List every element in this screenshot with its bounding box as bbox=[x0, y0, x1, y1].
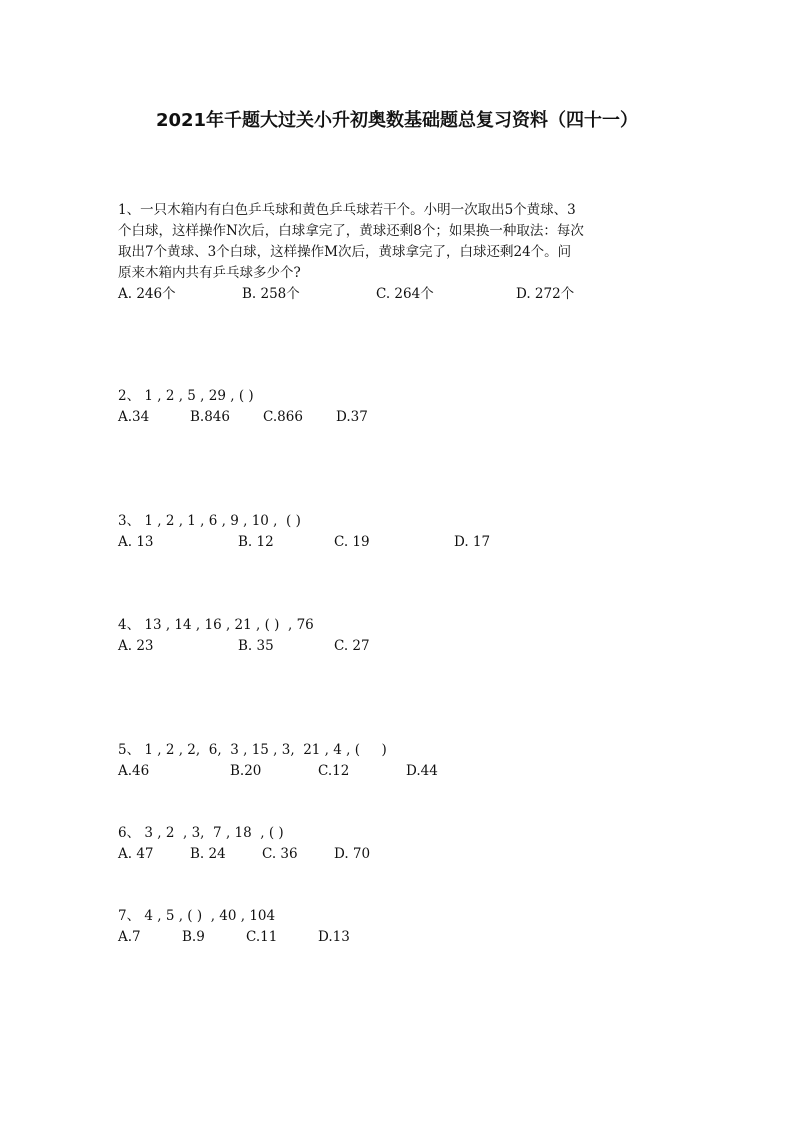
question-7 bbox=[118, 906, 678, 948]
question-5-option-d: D.44 bbox=[406, 763, 438, 779]
question-4-line-1: 4、 13 , 14 , 16 , 21 , ( ) , 76 bbox=[118, 617, 314, 633]
question-5-option-a: A.46 bbox=[118, 763, 150, 779]
question-1-line-2: 个白球，这样操作N次后，白球拿完了，黄球还剩8个；如果换一种取法：每次 bbox=[118, 223, 584, 239]
question-4-option-a: A. 23 bbox=[118, 638, 154, 654]
document-title: 2021年千题大过关小升初奥数基础题总复习资料（四十一） bbox=[155, 110, 639, 131]
question-1-line-3: 取出7个黄球、3个白球，这样操作M次后，黄球拿完了，白球还剩24个。问 bbox=[118, 244, 572, 260]
question-7-line-1: 7、 4 , 5 , ( ) , 40 , 104 bbox=[118, 908, 276, 924]
question-1-line-4: 原来木箱内共有乒乓球多少个? bbox=[118, 265, 301, 281]
question-7-option-c: C.11 bbox=[246, 929, 278, 945]
question-5-line-1: 5、 1 , 2 , 2, 6, 3 , 15 , 3, 21 , 4 , ( ) bbox=[118, 742, 387, 758]
question-1-option-a: A. 246个 bbox=[118, 286, 176, 302]
question-1-option-b: B. 258个 bbox=[242, 286, 300, 302]
question-2-line-1: 2、 1 , 2 , 5 , 29 , ( ) bbox=[118, 388, 254, 404]
question-2-option-b: B.846 bbox=[190, 409, 230, 425]
question-2-option-c: C.866 bbox=[263, 409, 303, 425]
question-3-options bbox=[118, 532, 678, 553]
question-1 bbox=[118, 200, 678, 305]
question-4-option-b: B. 35 bbox=[238, 638, 274, 654]
question-7-option-a: A.7 bbox=[118, 929, 141, 945]
question-5 bbox=[118, 740, 678, 782]
question-6-options bbox=[118, 844, 678, 865]
question-6-option-d: D. 70 bbox=[334, 846, 371, 862]
question-1-option-d: D. 272个 bbox=[516, 286, 575, 302]
question-5-option-c: C.12 bbox=[318, 763, 350, 779]
question-6-option-a: A. 47 bbox=[118, 846, 154, 862]
question-7-option-b: B.9 bbox=[182, 929, 205, 945]
question-5-options bbox=[118, 761, 678, 782]
question-1-line-1: 1、一只木箱内有白色乒乓球和黄色乒乓球若干个。小明一次取出5个黄球、3 bbox=[118, 202, 576, 218]
question-2 bbox=[118, 386, 678, 428]
question-1-option-c: C. 264个 bbox=[376, 286, 434, 302]
question-2-option-a: A.34 bbox=[118, 409, 150, 425]
question-3-line-1: 3、 1 , 2 , 1 , 6 , 9 , 10 , ( ) bbox=[118, 513, 301, 529]
question-3-option-b: B. 12 bbox=[238, 534, 274, 550]
question-7-option-d: D.13 bbox=[318, 929, 350, 945]
question-4-option-c: C. 27 bbox=[334, 638, 370, 654]
question-3-option-d: D. 17 bbox=[454, 534, 491, 550]
question-4 bbox=[118, 615, 678, 657]
question-2-option-d: D.37 bbox=[336, 409, 368, 425]
question-7-options bbox=[118, 927, 678, 948]
question-1-options bbox=[118, 284, 678, 305]
question-6-option-b: B. 24 bbox=[190, 846, 226, 862]
question-3 bbox=[118, 511, 678, 553]
question-6-option-c: C. 36 bbox=[262, 846, 298, 862]
question-3-option-c: C. 19 bbox=[334, 534, 370, 550]
question-4-options bbox=[118, 636, 678, 657]
question-5-option-b: B.20 bbox=[230, 763, 262, 779]
question-3-option-a: A. 13 bbox=[118, 534, 154, 550]
question-2-options bbox=[118, 407, 678, 428]
question-6-line-1: 6、 3 , 2 , 3, 7 , 18 , ( ) bbox=[118, 825, 284, 841]
question-6 bbox=[118, 823, 678, 865]
